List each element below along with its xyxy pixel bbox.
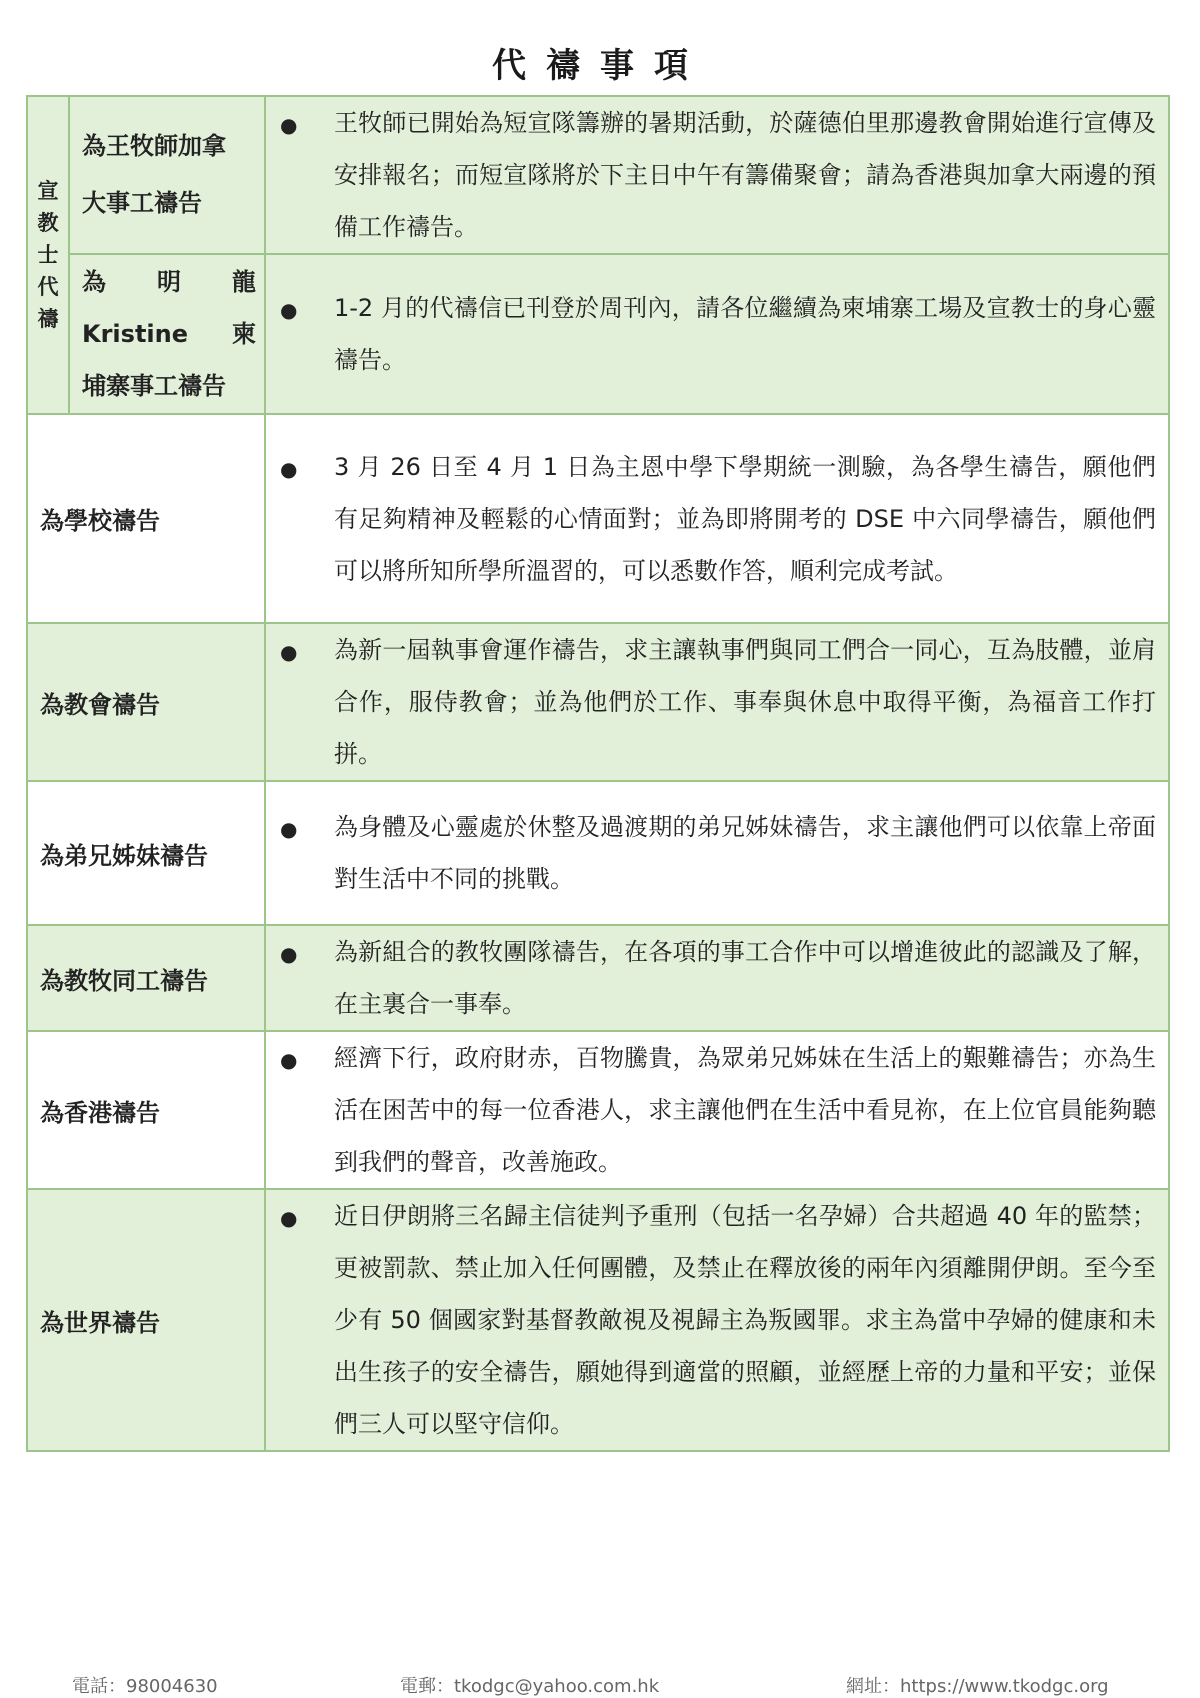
row-label-cell xyxy=(27,1031,265,1189)
row-label: 為弟兄姊妹禱告 xyxy=(40,841,208,870)
row-label: 為 明 龍 Kristine 柬 埔寨事工禱告 xyxy=(82,268,256,400)
bullet-icon: ● xyxy=(280,456,298,481)
row-text: 經濟下行，政府財赤，百物騰貴，為眾弟兄姊妹在生活上的艱難禱告；亦為生活在困苦中的每一位香港人，求主讓他們在生活中看見祢，在上位官員能夠聽到我們的聲音，改善施政。 xyxy=(334,1044,1156,1176)
row-label: 為教會禱告 xyxy=(40,690,160,719)
row-label: 為香港禱告 xyxy=(40,1098,160,1127)
row-content-cell xyxy=(265,96,1169,254)
row-content-cell xyxy=(265,925,1169,1031)
row-label-cell xyxy=(69,96,265,254)
footer-email: 電郵：tkodgc@yahoo.com.hk xyxy=(400,1676,660,1697)
row-text: 王牧師已開始為短宣隊籌辦的暑期活動，於薩德伯里那邊教會開始進行宣傳及安排報名；而短宣隊將於下主日中午有籌備聚會；請為香港與加拿大兩邊的預備工作禱告。 xyxy=(334,109,1156,241)
bullet-icon: ● xyxy=(280,817,298,841)
table-row xyxy=(27,1189,1169,1451)
row-label-cell xyxy=(69,254,265,414)
footer-phone: 電話：98004630 xyxy=(72,1676,218,1697)
row-text: 為身體及心靈處於休整及過渡期的弟兄姊妹禱告，求主讓他們可以依靠上帝面對生活中不同的挑戰。 xyxy=(334,813,1156,893)
prayer-table xyxy=(26,95,1170,1452)
footer-website[interactable]: 網址：https://www.tkodgc.org xyxy=(846,1676,1109,1697)
row-label-cell xyxy=(27,414,265,623)
table-row xyxy=(27,254,1169,414)
row-label: 為世界禱告 xyxy=(40,1308,160,1337)
bullet-icon: ● xyxy=(280,640,298,664)
table-row xyxy=(27,781,1169,925)
row-text: 3 月 26 日至 4 月 1 日為主恩中學下學期統一測驗，為各學生禱告，願他們有足夠精神及輕鬆的心情面對；並為即將開考的 DSE 中六同學禱告，願他們可以將所知所學所溫習的，可以悉數作答，順利完成考試。 xyxy=(334,452,1156,585)
table-row xyxy=(27,623,1169,781)
row-label: 為學校禱告 xyxy=(40,507,160,535)
table-row xyxy=(27,414,1169,623)
table-row xyxy=(27,96,1169,254)
row-label-cell xyxy=(27,1189,265,1451)
row-text: 近日伊朗將三名歸主信徒判予重刑（包括一名孕婦）合共超過 40 年的監禁；更被罰款、禁止加入任何團體，及禁止在釋放後的兩年內須離開伊朗。至今至少有 50 個國家對基督教敵視及視歸主為叛國罪。求主為當中孕婦的健康和未出生孩子的安全禱告，願她得到適當的照顧，並經歷上帝的力量和平安；並保們三人可以堅守信仰。 xyxy=(334,1202,1156,1438)
row-text: 為新一屆執事會運作禱告，求主讓執事們與同工們合一同心，互為肢體，並肩合作，服侍教會；並為他們於工作、事奉與休息中取得平衡，為福音工作打拼。 xyxy=(334,636,1156,768)
row-content-cell xyxy=(265,623,1169,781)
bullet-icon: ● xyxy=(280,1048,298,1072)
bullet-icon: ● xyxy=(280,298,298,322)
row-label: 為教牧同工禱告 xyxy=(40,966,208,995)
row-text: 1-2 月的代禱信已刊登於周刊內，請各位繼續為柬埔寨工場及宣教士的身心靈禱告。 xyxy=(334,294,1156,374)
missionary-label-cell xyxy=(27,96,69,414)
row-label: 為王牧師加拿 大事工禱告 xyxy=(82,132,226,217)
bullet-icon: ● xyxy=(280,1206,298,1230)
row-label-cell xyxy=(27,781,265,925)
row-content-cell xyxy=(265,781,1169,925)
row-text: 為新組合的教牧團隊禱告，在各項的事工合作中可以增進彼此的認識及了解，在主裏合一事奉。 xyxy=(334,938,1156,1018)
row-content-cell xyxy=(265,254,1169,414)
bullet-icon: ● xyxy=(280,942,298,966)
row-label-cell xyxy=(27,623,265,781)
table-row xyxy=(27,925,1169,1031)
row-label-cell xyxy=(27,925,265,1031)
row-content-cell xyxy=(265,414,1169,623)
row-content-cell xyxy=(265,1189,1169,1451)
table-row xyxy=(27,1031,1169,1189)
bullet-icon: ● xyxy=(280,113,298,137)
row-content-cell xyxy=(265,1031,1169,1189)
page-title: 代禱事項 xyxy=(492,46,708,86)
missionary-label: 宣 教 士 代 禱 xyxy=(37,179,59,331)
